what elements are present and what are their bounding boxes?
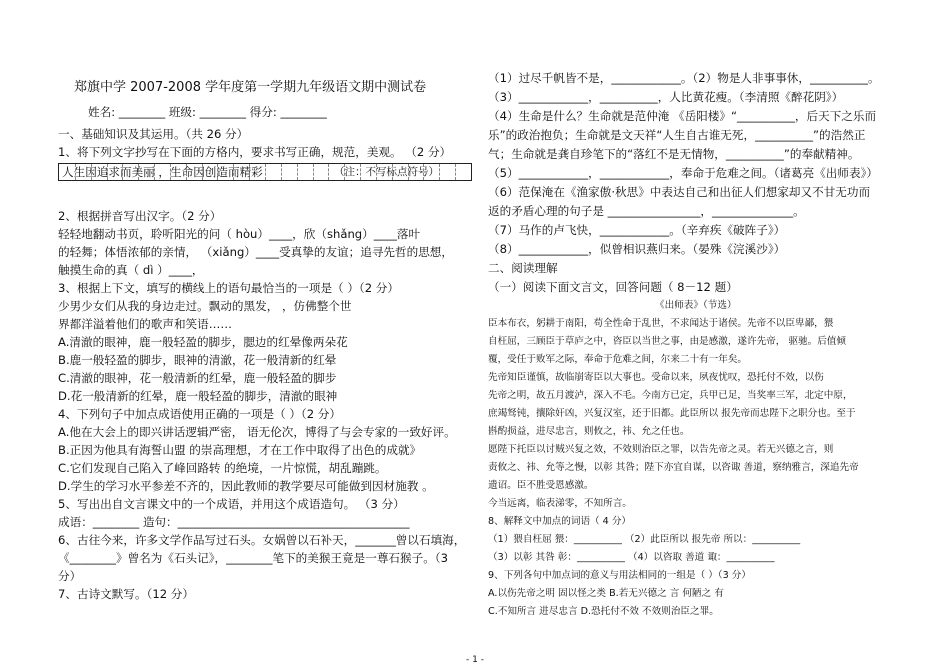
recitation-line: （1）过尽千帆皆不是，____________。（2）物是人非事事休，__________。 <box>488 71 880 85</box>
student-info-line: 姓名: ________ 班级: ________ 得分: ________ <box>88 105 327 119</box>
question-text: 少男少女们从我的身边走过。飘动的黑发， ，仿佛整个世 <box>58 299 352 313</box>
grid-cell-divider <box>408 164 409 180</box>
recitation-line: （7）马作的卢飞快，____________。（辛弃疾《破阵子》） <box>488 223 786 237</box>
recitation-line: （4）生命是什么？生命就是范仲淹 《岳阳楼》“__________，后天下之乐而 <box>488 109 877 123</box>
question-text: 触摸生命的真（ dì ）____， <box>58 263 204 277</box>
option-text: A.清澈的眼神，鹿一般轻盈的脚步，腮边的红晕像两朵花 <box>58 335 348 349</box>
question-text: 分） <box>58 569 82 583</box>
grid-cell-divider <box>91 164 92 180</box>
recitation-line: （6）范保淹在《渔家傲·秋思》中表达自己和出征人们想家却又不甘无功而 <box>488 185 871 199</box>
option-text: B.鹿一般轻盈的脚步，眼神的清澈，花一般清新的红晕 <box>58 353 337 367</box>
grid-cell-divider <box>328 164 329 180</box>
passage-line: 臣本布衣，躬耕于南阳，苟全性命于乱世，不求闻达于诸侯。先帝不以臣卑鄙，猥 <box>488 318 834 329</box>
passage-line: 先帝知臣谨慎，故临崩寄臣以大事也。受命以来，夙夜忧叹，恐托付不效，以伤 <box>488 372 824 383</box>
passage-line: 覆，受任于败军之际，奉命于危难之间，尔来二十有一年矣。 <box>488 354 748 365</box>
grid-cell-divider <box>107 164 108 180</box>
question-text: 2、根据拼音写出汉字。（2 分） <box>58 209 222 223</box>
grid-cell-divider <box>186 164 187 180</box>
recitation-line: 乐”的政治抱负；生命就是文天祥“人生自古谁无死，__________”的浩然正 <box>488 128 866 142</box>
recitation-line: 气；生命就是龚自珍笔下的“落红不是无情物，__________”的奉献精神。 <box>488 147 860 161</box>
question-text: 4、下列句子中加点成语使用正确的一项是（ ）（2 分） <box>58 407 341 421</box>
grid-cell-divider <box>154 164 155 180</box>
option-text: C.清澈的眼神，花一般清新的红晕，鹿一般轻盈的脚步 <box>58 371 337 385</box>
question-text: （1）猥自枉屈 猥：__________ （2）此臣所以 报先帝 所以：__________ <box>488 534 801 545</box>
section-heading: 一、基础知识及其运用。（共 26 分） <box>58 127 249 141</box>
page-number: - 1 - <box>466 655 484 665</box>
grid-note: （注：不写标点符号） <box>334 166 439 178</box>
grid-cell-divider <box>439 164 440 180</box>
option-text: C.它们发现自己陷入了峰回路转 的绝境，一片惊慌，胡乱蹦跳。 <box>58 461 387 475</box>
recitation-line: 返的矛盾心理的句子是 ________________，______________。 <box>488 204 805 218</box>
question-text: 9、下列各句中加点词的意义与用法相同的一组是（ ）（3 分） <box>488 570 751 581</box>
passage-line: 自枉屈，三顾臣于草庐之中，咨臣以当世之事，由是感激，遂许先帝， 驱驰。后值倾 <box>488 336 847 347</box>
question-text: 的轻舞；体悟浓郁的亲情， （xiǎng）____受真挚的友谊；追寻先哲的思想， <box>58 245 453 259</box>
question-text: 1、将下列文字抄写在下面的方格内，要求书写正确，规范，美观。 （2 分） <box>58 145 452 159</box>
passage-line: 今当远离，临表涕零，不知所言。 <box>488 498 632 509</box>
grid-text: 人生因追求而美丽 ，生命因创造而精彩 <box>62 165 263 179</box>
grid-cell-divider <box>392 164 393 180</box>
question-text: 6、古往今来，许多文学作品写过石头。女娲曾以石补天，_______曾以石填海， <box>58 533 466 547</box>
grid-cell-divider <box>281 164 282 180</box>
passage-line: 先帝之明，故五月渡泸，深入不毛。今南方已定，兵甲已足，当奖率三军，北定中原， <box>488 390 853 401</box>
question-text: 5、写出出自文言课文中的一个成语，并用这个成语造句。 （3 分） <box>58 497 405 511</box>
grid-cell-divider <box>297 164 298 180</box>
option-text: D.花一般清新的红晕，鹿一般轻盈的脚步，清澈的眼神 <box>58 389 338 403</box>
grid-cell-divider <box>122 164 123 180</box>
grid-cell-divider <box>75 164 76 180</box>
passage-line: 遗诏。臣不胜受恩感激。 <box>488 480 594 491</box>
grid-cell-divider <box>138 164 139 180</box>
grid-cell-divider <box>249 164 250 180</box>
option-text: A.以伤先帝之明 固以怪之类 B.若无兴德之 言 何陋之 有 <box>488 588 724 599</box>
grid-cell-divider <box>376 164 377 180</box>
grid-cell-divider <box>455 164 456 180</box>
recitation-line: （3）____________，__________，人比黄花瘦。（李清照《醉花阴》） <box>488 90 844 104</box>
option-text: C.不知所言 进尽忠言 D.恐托付不效 不效则治臣之罪。 <box>488 606 719 617</box>
section-heading: 二、阅读理解 <box>488 261 558 275</box>
question-text: （3）以彰 其咎 彰：__________ （4）以咨取 善道 诹：__________ <box>488 552 775 563</box>
question-text: 轻轻地翻动书页，聆听阳光的问（ hòu）____，欣（shǎng）____落叶 <box>58 227 421 241</box>
passage-line: 庶竭驽钝，攘除奸凶，兴复汉室，还于旧都。此臣所以 报先帝而忠陛下之职分也。至于 <box>488 408 856 419</box>
question-text: 7、古诗文默写。（12 分） <box>58 587 194 601</box>
question-text: 界都洋溢着他们的歌声和笑语…… <box>58 317 232 331</box>
grid-cell-divider <box>423 164 424 180</box>
exam-title: 郑旗中学 2007-2008 学年度第一学期九年级语文期中测试卷 <box>74 80 427 95</box>
recitation-line: （8）____________，似曾相识燕归来。（晏殊《浣溪沙》） <box>488 242 786 256</box>
passage-line: 责攸之、祎、允等之慢，以彰 其咎；陛下亦宜自谋，以咨诹 善道，察纳雅言，深追先帝 <box>488 462 859 473</box>
question-text: 《________》曾名为《石头记》，________笔下的美猴王竟是一尊石猴子。（3 <box>58 551 448 565</box>
grid-cell-divider <box>344 164 345 180</box>
question-text: 成语：________ 造句：________________________________________ <box>58 515 410 529</box>
grid-cell-divider <box>360 164 361 180</box>
passage-line: 斟酌损益，进尽忠言，则攸之，祎、允之任也。 <box>488 426 690 437</box>
grid-cell-divider <box>233 164 234 180</box>
grid-cell-divider <box>170 164 171 180</box>
option-text: D.学生的学习水平参差不齐的，因此教师的教学要尽可能做到因材施教 。 <box>58 479 434 493</box>
grid-cell-divider <box>313 164 314 180</box>
option-text: A.他在大会上的即兴讲话逻辑严密， 语无伦次，博得了与会专家的一致好评。 <box>58 425 456 439</box>
reading-instruction: （一）阅读下面文言文，回答问题（ 8－12 题） <box>488 280 738 294</box>
grid-cell-divider <box>265 164 266 180</box>
grid-cell-divider <box>217 164 218 180</box>
grid-cell-divider <box>202 164 203 180</box>
recitation-line: （5）____________，____________，奉命于危难之间。（诸葛亮《出师表》） <box>488 166 878 180</box>
question-text: 8、解释文中加点的词语（ 4 分） <box>488 516 632 527</box>
option-text: B.正因为他具有海誓山盟 的崇高理想，才在工作中取得了出色的成就》 <box>58 443 422 457</box>
question-text: 3、根据上下文，填写的横线上的语句最恰当的一项是（ ）（2 分） <box>58 281 399 295</box>
passage-title: 《出师表》（节选） <box>655 300 737 311</box>
passage-line: 愿陛下托臣以讨贼兴复之效，不效则治臣之罪，以告先帝之灵。若无兴德之言，则 <box>488 444 834 455</box>
writing-grid <box>58 163 472 181</box>
